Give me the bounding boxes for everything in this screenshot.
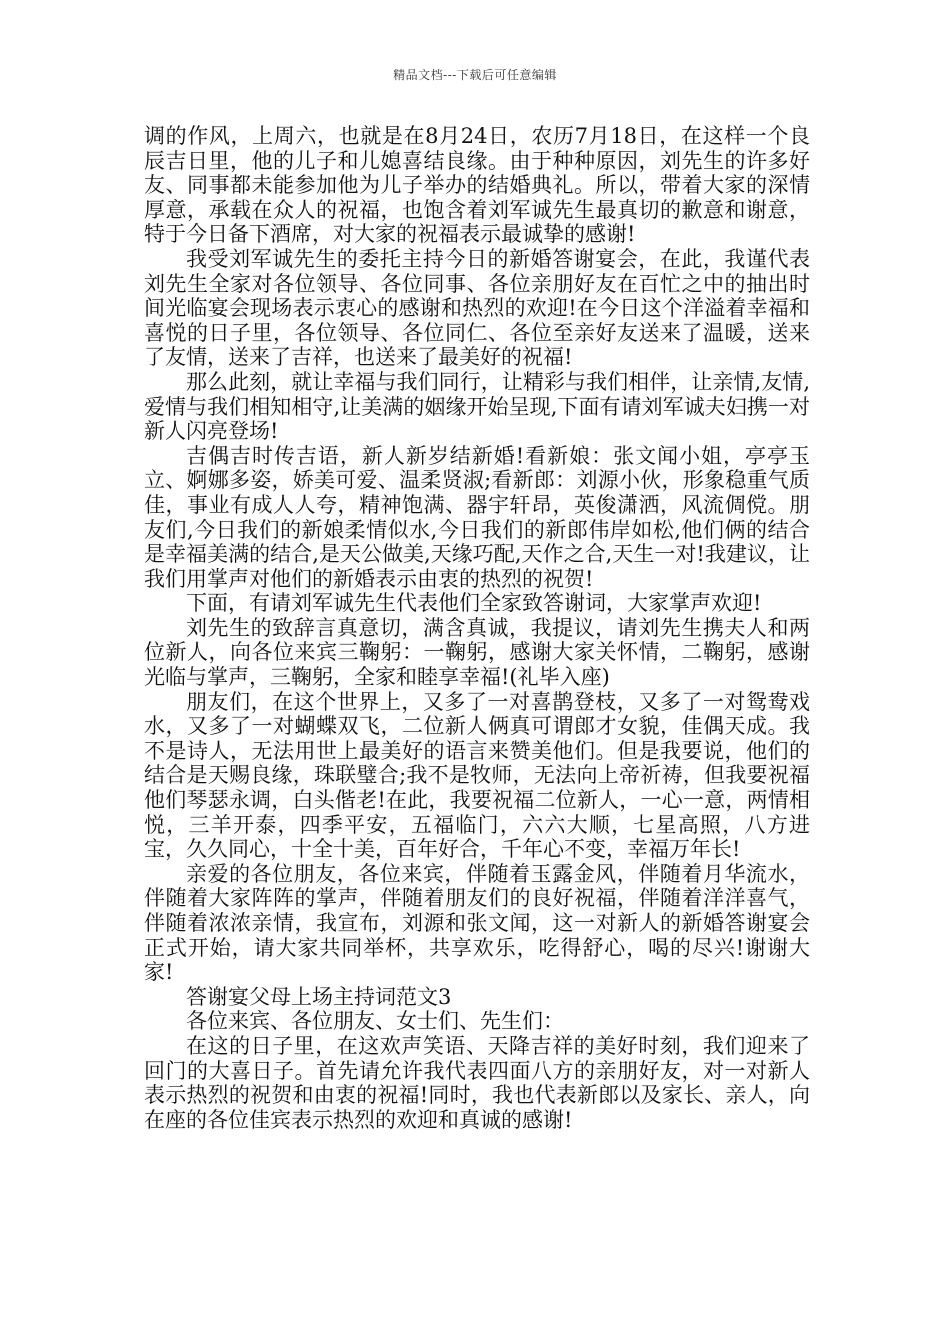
paragraph: 那么此刻，就让幸福与我们同行，让精彩与我们相伴，让亲情,友情,爱情与我们相知相守,让美满的姻缘开始呈现,下面有请刘军诚夫妇携一对新人闪亮登场! xyxy=(144,369,810,444)
paragraph: 朋友们，在这个世界上，又多了一对喜鹊登枝，又多了一对鸳鸯戏水，又多了一对蝴蝶双飞，二位新人俩真可谓郎才女貌，佳偶天成。我不是诗人，无法用世上最美好的语言来赞美他们。但是我要说，他们的结合是天赐良缘，珠联璧合;我不是牧师，无法向上帝祈祷，但我要祝福他们琴瑟永调，白头偕老!在此，我要祝福二位新人，一心一意，两情相悦，三羊开泰，四季平安，五福临门，六六大顺，七星高照，八方进宝，久久同心，十全十美，百年好合，千年心不变，幸福万年长! xyxy=(144,689,810,862)
salutation: 各位来宾、各位朋友、女士们、先生们： xyxy=(186,1009,564,1034)
paragraph: 刘先生的致辞言真意切，满含真诚，我提议，请刘先生携夫人和两位新人，向各位来宾三鞠躬：一鞠躬，感谢大家关怀情，二鞠躬，感谢光临与掌声，三鞠躬，全家和睦享幸福!(礼毕入座) xyxy=(144,615,810,690)
paragraph: 亲爱的各位朋友，各位来宾，伴随着玉露金风，伴随着月华流水，伴随着大家阵阵的掌声，伴随着朋友们的良好祝福，伴随着洋洋喜气，伴随着浓浓亲情，我宣布，刘源和张文闻，这一对新人的新婚答谢宴会正式开始，请大家共同举杯，共享欢乐，吃得舒心，喝的尽兴!谢谢大家! xyxy=(144,861,810,985)
section-heading: 答谢宴父母上场主持词范文3 xyxy=(186,984,452,1009)
paragraph: 我受刘军诚先生的委托主持今日的新婚答谢宴会，在此，我谨代表刘先生全家对各位领导、各位同事、各位亲朋好友在百忙之中的抽出时间光临宴会现场表示衷心的感谢和热烈的欢迎!在今日这个洋溢着幸福和喜悦的日子里，各位领导、各位同仁、各位至亲好友送来了温暖，送来了友情，送来了吉祥，也送来了最美好的祝福! xyxy=(144,246,810,370)
paragraph: 在这的日子里，在这欢声笑语、天降吉祥的美好时刻，我们迎来了回门的大喜日子。首先请允许我代表四面八方的亲朋好友，对一对新人表示热烈的祝贺和由衷的祝福!同时，我也代表新郎以及家长、亲人，向在座的各位佳宾表示热烈的欢迎和真诚的感谢! xyxy=(144,1033,810,1132)
document-body xyxy=(144,124,810,1132)
paragraph: 调的作风，上周六，也就是在8月24日，农历7月18日，在这样一个良辰吉日里，他的儿子和儿媳喜结良缘。由于种种原因，刘先生的许多好友、同事都未能参加他为儿子举办的结婚典礼。所以，带着大家的深情厚意，承载在众人的祝福，也饱含着刘军诚先生最真切的歉意和谢意，特于今日备下酒席，对大家的祝福表示最诚挚的感谢! xyxy=(144,124,810,247)
paragraph: 下面，有请刘军诚先生代表他们全家致答谢词，大家掌声欢迎! xyxy=(186,591,762,616)
page-header: 精品文档---下载后可任意编辑 xyxy=(393,68,557,82)
paragraph: 吉偶吉时传吉语，新人新岁结新婚!看新娘：张文闻小姐，亭亭玉立、婀娜多姿，娇美可爱、温柔贤淑;看新郎：刘源小伙，形象稳重气质佳，事业有成人人夸，精神饱满、器宇轩昂，英俊潇洒，风流倜傥。朋友们,今日我们的新娘柔情似水,今日我们的新郎伟岸如松,他们俩的结合是幸福美满的结合,是天公做美,天缘巧配,天作之合,天生一对!我建议，让我们用掌声对他们的新婚表示由衷的热烈的祝贺! xyxy=(144,443,810,591)
